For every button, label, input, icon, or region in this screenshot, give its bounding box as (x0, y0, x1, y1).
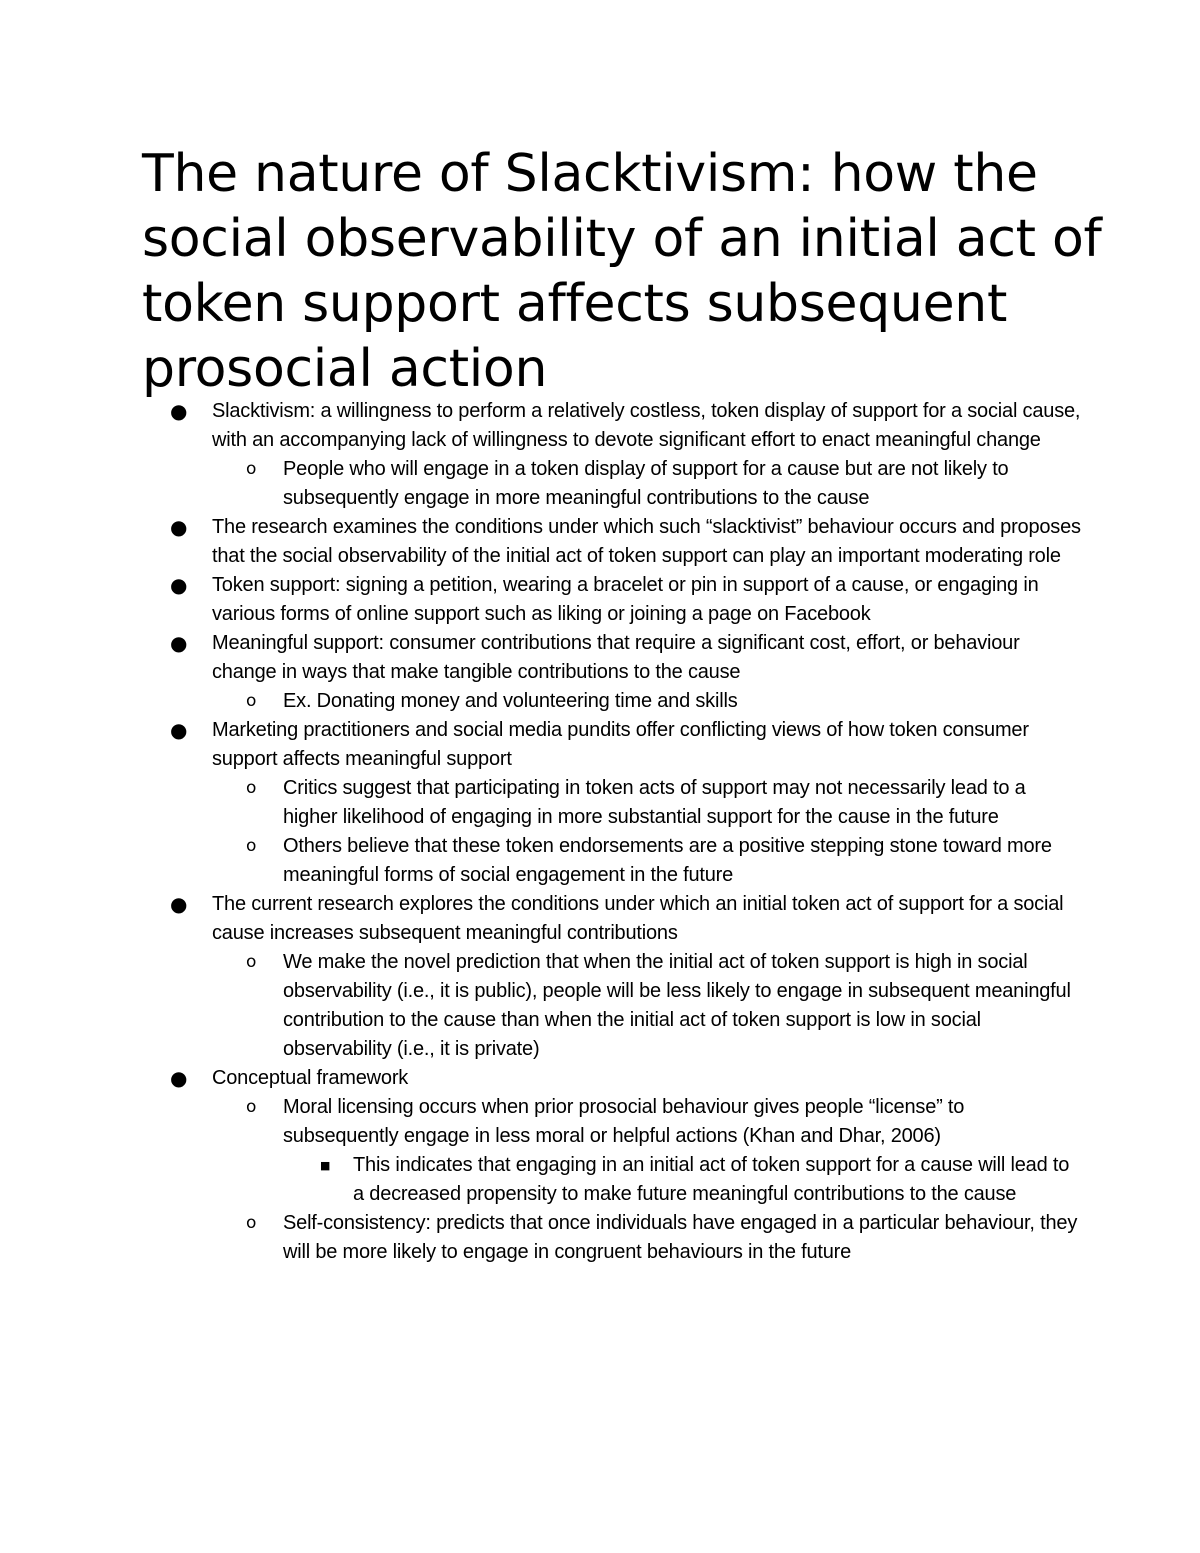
bullet-marker: o (246, 778, 257, 798)
list-item-text: Slacktivism: a willingness to perform a relatively costless, token display of support for a social cause, with an accompanying lack of willingness to devote significant effort to enact meaningful change (212, 400, 1081, 451)
list-item (142, 1064, 1082, 1093)
bullet-marker: o (246, 836, 257, 856)
bullet-marker: o (246, 691, 257, 711)
list-item (142, 571, 1082, 629)
bullet-marker: o (246, 952, 257, 972)
list-item (142, 513, 1082, 571)
list-item (142, 890, 1082, 948)
list-item (142, 397, 1082, 455)
list-item-text: People who will engage in a token display of support for a cause but are not likely to subsequently engage in more meaningful contributions to the cause (283, 458, 1009, 509)
bullet-marker: ● (170, 399, 188, 423)
bullet-marker: ● (170, 892, 188, 916)
bullet-marker: ● (170, 573, 188, 597)
list-item (142, 774, 1082, 832)
list-item-text: We make the novel prediction that when the initial act of token support is high in social observability (i.e., it is public), people will be less likely to engage in subsequent meaningful contribution to the cause than when the initial act of token support is low in social observability (i.e., it is private) (283, 951, 1071, 1060)
list-item-text: Self-consistency: predicts that once individuals have engaged in a particular behaviour, they will be more likely to engage in congruent behaviours in the future (283, 1212, 1078, 1263)
list-item (142, 455, 1082, 513)
list-item-text: Token support: signing a petition, wearing a bracelet or pin in support of a cause, or engaging in various forms of online support such as liking or joining a page on Facebook (212, 574, 1039, 625)
list-item (142, 716, 1082, 774)
list-item (142, 832, 1082, 890)
list-item-text: Marketing practitioners and social media pundits offer conflicting views of how token consumer support affects meaningful support (212, 719, 1029, 770)
list-item (142, 1209, 1082, 1267)
bullet-marker: o (246, 459, 257, 479)
bullet-marker: o (246, 1213, 257, 1233)
list-item-text: Conceptual framework (212, 1067, 409, 1089)
list-item (142, 629, 1082, 687)
bullet-marker: ● (170, 718, 188, 742)
bullet-marker: ● (170, 1066, 188, 1090)
document-title: The nature of Slacktivism: how the social observability of an initial act of token support affects subsequent prosocial action (142, 144, 1102, 399)
bullet-marker: ● (170, 515, 188, 539)
bullet-marker: ● (170, 631, 188, 655)
notes-list (142, 397, 1082, 1267)
list-item-text: Others believe that these token endorsements are a positive stepping stone toward more meaningful forms of social engagement in the future (283, 835, 1052, 886)
list-item (142, 1151, 1082, 1209)
list-item-text: Moral licensing occurs when prior prosocial behaviour gives people “license” to subsequently engage in less moral or helpful actions (Khan and Dhar, 2006) (283, 1096, 965, 1147)
bullet-marker: ■ (320, 1159, 331, 1172)
list-item (142, 1093, 1082, 1151)
list-item-text: This indicates that engaging in an initial act of token support for a cause will lead to a decreased propensity to make future meaningful contributions to the cause (353, 1154, 1070, 1205)
list-item-text: Critics suggest that participating in token acts of support may not necessarily lead to a higher likelihood of engaging in more substantial support for the cause in the future (283, 777, 1026, 828)
list-item-text: The research examines the conditions under which such “slacktivist” behaviour occurs and proposes that the social observability of the initial act of token support can play an important moderating role (212, 516, 1081, 567)
list-item-text: Meaningful support: consumer contributions that require a significant cost, effort, or behaviour change in ways that make tangible contributions to the cause (212, 632, 1020, 683)
list-item (142, 948, 1082, 1064)
list-item-text: Ex. Donating money and volunteering time and skills (283, 690, 738, 712)
bullet-marker: o (246, 1097, 257, 1117)
list-item-text: The current research explores the conditions under which an initial token act of support for a social cause increases subsequent meaningful contributions (212, 893, 1064, 944)
list-item (142, 687, 1082, 716)
